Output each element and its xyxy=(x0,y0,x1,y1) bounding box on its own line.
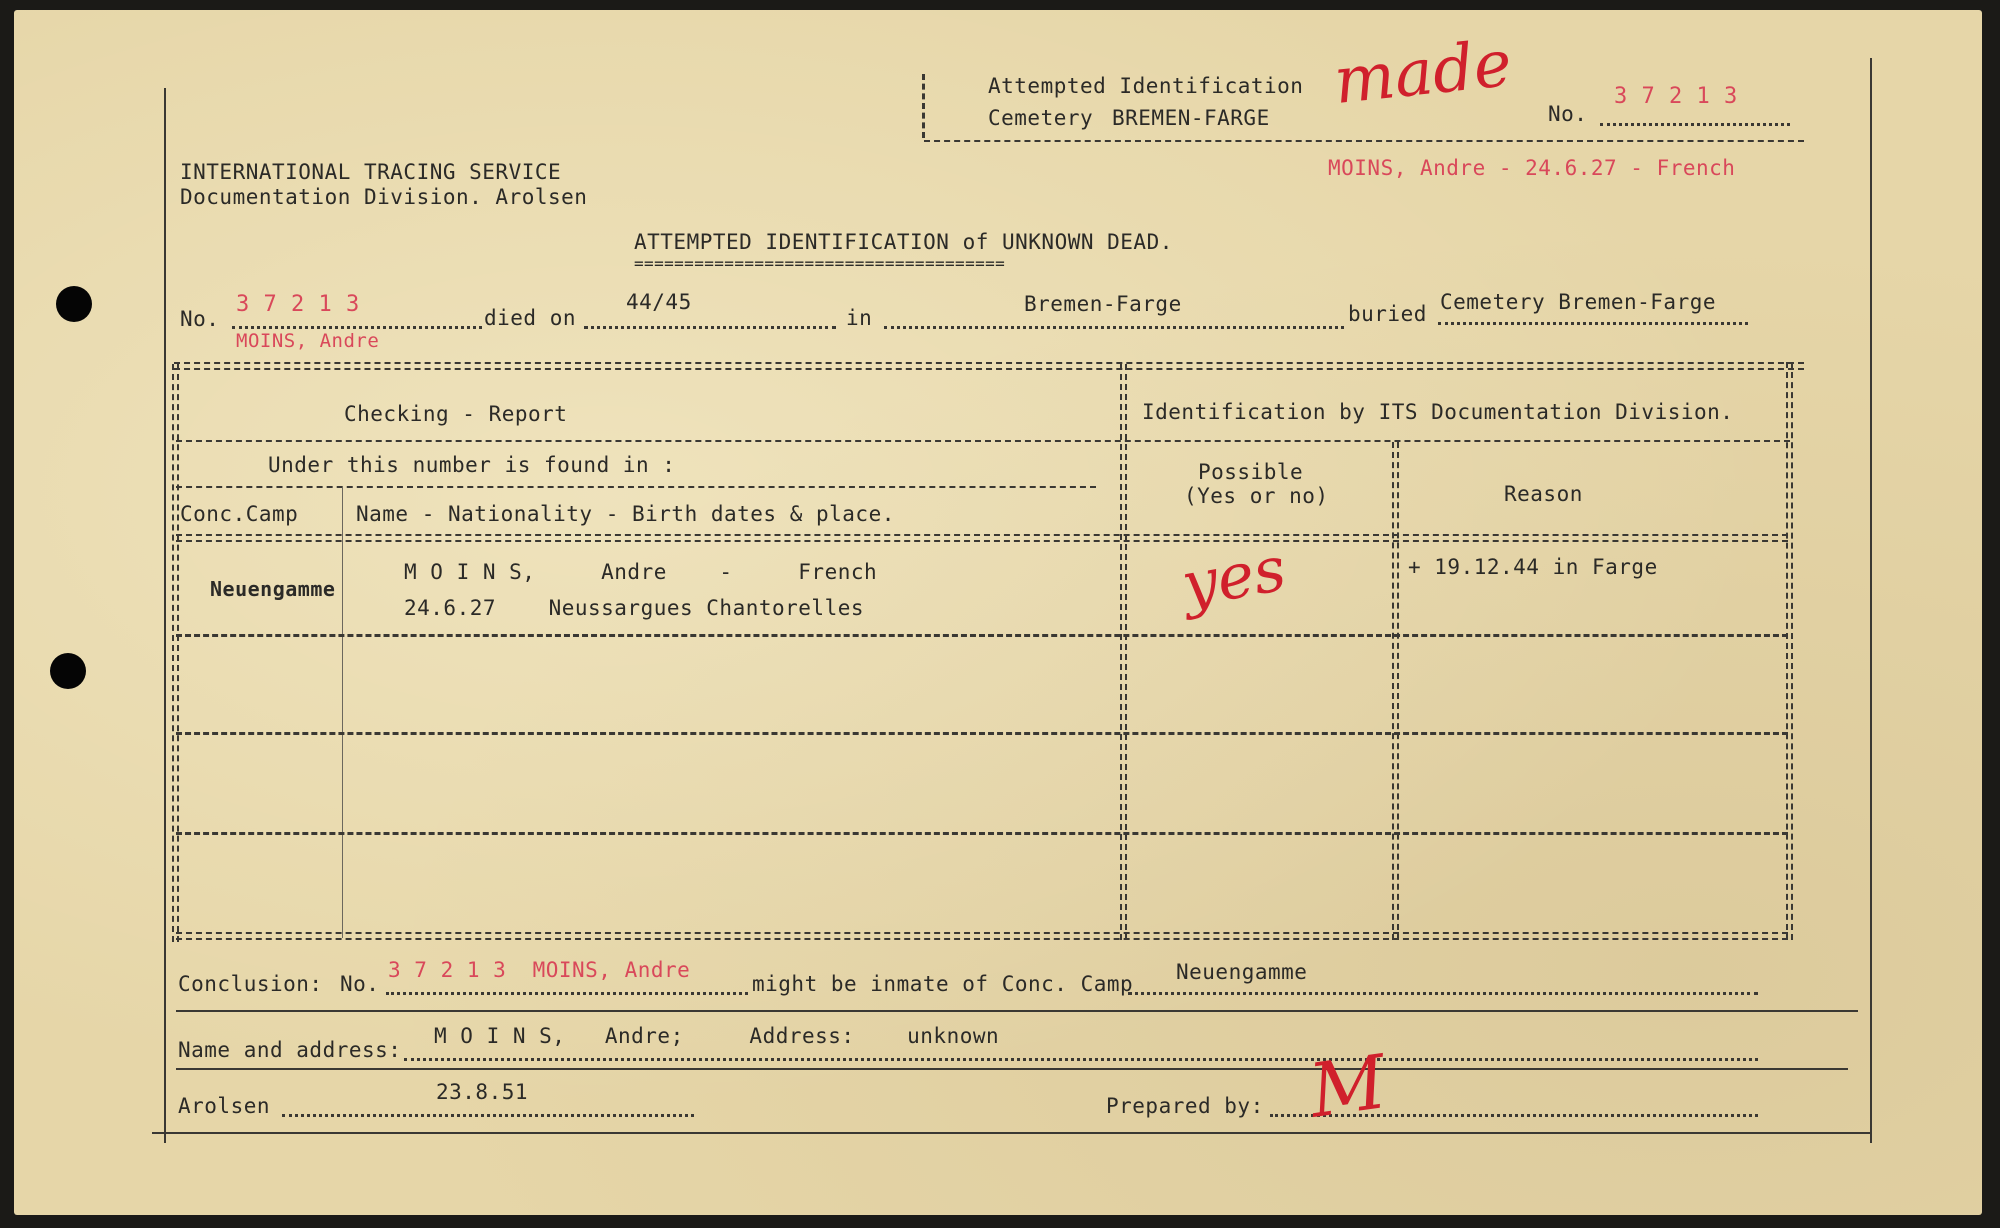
footer-date-value: 23.8.51 xyxy=(436,1080,529,1104)
died-on-dots xyxy=(584,326,836,329)
header-box-bottom-rule xyxy=(924,140,1804,142)
buried-dots xyxy=(1438,322,1748,325)
table-right-border xyxy=(1786,362,1793,940)
org-name: INTERNATIONAL TRACING SERVICE xyxy=(180,160,562,184)
buried-label: buried xyxy=(1348,302,1427,326)
header-no-label: No. xyxy=(1548,102,1588,126)
table-bottom-rule xyxy=(176,932,1788,940)
record-name-value: MOINS, Andre xyxy=(236,330,380,352)
died-on-label: died on xyxy=(484,306,577,330)
row1-name-line1: M O I N S, Andre - French xyxy=(404,560,878,584)
found-in-label: Under this number is found in : xyxy=(268,453,676,477)
frame-right xyxy=(1870,58,1872,1143)
frame-bottom xyxy=(152,1132,1872,1134)
arolsen-label: Arolsen xyxy=(178,1094,271,1118)
record-no-value: 3 7 2 1 3 xyxy=(236,292,360,317)
found-in-rule xyxy=(176,486,1096,488)
conclusion-camp-value: Neuengamme xyxy=(1176,960,1308,984)
punch-hole-bottom xyxy=(50,653,86,689)
row3-bottom-rule xyxy=(176,832,1788,835)
table-top-rule xyxy=(174,362,1804,370)
conclusion-middle-text: might be inmate of Conc. Camp xyxy=(752,972,1134,996)
in-label: in xyxy=(846,306,873,330)
handwritten-made: made xyxy=(1330,26,1516,120)
conclusion-camp-dots xyxy=(1128,992,1758,995)
prepared-by-label: Prepared by: xyxy=(1106,1094,1264,1118)
row1-bottom-rule xyxy=(176,634,1788,637)
conclusion-no-dots xyxy=(386,992,748,995)
header-no-value: 3 7 2 1 3 xyxy=(1614,84,1738,109)
died-on-value: 44/45 xyxy=(626,290,692,314)
header-red-summary: MOINS, Andre - 24.6.27 - French xyxy=(1328,156,1736,180)
col-reason-label: Reason xyxy=(1504,482,1583,506)
buried-value: Cemetery Bremen-Farge xyxy=(1440,290,1717,314)
record-no-dots xyxy=(232,326,482,329)
table-header-rule xyxy=(176,440,1790,442)
col-possible-label-2: (Yes or no) xyxy=(1184,484,1329,508)
name-address-label: Name and address: xyxy=(178,1038,402,1062)
name-address-dots xyxy=(404,1058,1758,1061)
frame-left xyxy=(164,88,166,1143)
col-camp-label: Conc.Camp xyxy=(180,502,299,526)
in-dots xyxy=(884,326,1344,329)
col-name-label: Name - Nationality - Birth dates & place. xyxy=(356,502,895,526)
identification-header: Identification by ITS Documentation Division. xyxy=(1142,400,1734,424)
table-divider-reason xyxy=(1392,442,1399,940)
title-underline: ===================================== xyxy=(634,254,1006,273)
conclusion-no-label: No. xyxy=(340,972,380,996)
row1-possible-handwritten: yes xyxy=(1176,531,1292,622)
cemetery-value: BREMEN-FARGE xyxy=(1112,106,1270,130)
name-address-rule xyxy=(176,1068,1848,1070)
row2-bottom-rule xyxy=(176,732,1788,735)
preparer-signature: M xyxy=(1304,1039,1392,1135)
row1-reason: + 19.12.44 in Farge xyxy=(1408,555,1658,579)
cemetery-label: Cemetery xyxy=(988,106,1094,130)
record-card xyxy=(14,10,1982,1215)
name-address-value: M O I N S, Andre; Address: unknown xyxy=(434,1024,1000,1048)
arolsen-dots xyxy=(282,1114,694,1117)
attempted-identification-label: Attempted Identification xyxy=(988,74,1304,98)
row1-camp: Neuengamme xyxy=(210,577,336,601)
conclusion-no-value: 3 7 2 1 3 MOINS, Andre xyxy=(388,958,691,982)
row1-name-line2: 24.6.27 Neussargues Chantorelles xyxy=(404,596,865,620)
checking-report-header: Checking - Report xyxy=(344,402,568,426)
header-no-dots xyxy=(1600,123,1790,126)
record-no-label: No. xyxy=(180,307,220,331)
document-title: ATTEMPTED IDENTIFICATION of UNKNOWN DEAD. xyxy=(634,230,1173,254)
conclusion-label: Conclusion: xyxy=(178,972,323,996)
column-header-rule xyxy=(176,534,1788,542)
in-value: Bremen-Farge xyxy=(1024,292,1182,316)
punch-hole-top xyxy=(56,286,92,322)
header-box-left-rule xyxy=(922,74,925,138)
col-possible-label-1: Possible xyxy=(1198,460,1304,484)
conclusion-rule xyxy=(176,1010,1858,1012)
table-divider-camp xyxy=(342,488,343,938)
table-divider-main xyxy=(1120,364,1127,940)
org-division: Documentation Division. Arolsen xyxy=(180,185,588,209)
table-left-border xyxy=(172,364,179,942)
